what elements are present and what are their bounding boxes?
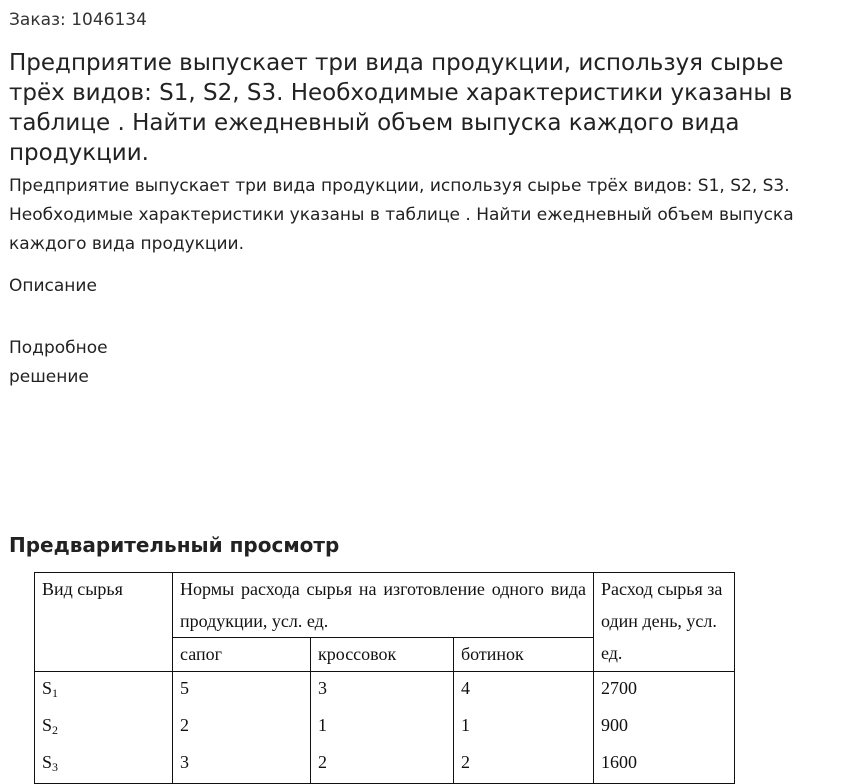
order-number: 1046134 <box>71 10 147 30</box>
row-value: 3 <box>173 746 311 784</box>
row-value: 2 <box>173 709 311 746</box>
preview-heading: Предварительный просмотр <box>9 533 340 557</box>
header-norms: Нормы расхода сырья на изготовление одного вида продукции, усл. ед. <box>173 573 594 638</box>
row-value: 1 <box>311 709 454 746</box>
row-value: 2 <box>454 746 594 784</box>
row-material: $S_2$ <box>35 709 173 746</box>
row-daily: 2700 <box>594 672 735 710</box>
preview-table-container <box>34 572 734 774</box>
row-value: 2 <box>311 746 454 784</box>
header-product-shoes: ботинок <box>454 638 594 672</box>
row-value: 4 <box>454 672 594 710</box>
order-label: Заказ: <box>9 10 66 30</box>
page-title: Предприятие выпускает три вида продукции, используя сырье трёх видов: S1, S2, S3. Необходимые характеристики указаны в таблице . Найти ежедневный объем выпуска каждого вида продукции. <box>9 50 793 166</box>
description-label: Описание <box>9 276 97 296</box>
row-value: 1 <box>454 709 594 746</box>
norms-table <box>34 572 735 784</box>
header-material: Вид сырья <box>35 573 173 672</box>
row-daily: 1600 <box>594 746 735 784</box>
description-text: Предприятие выпускает три вида продукции, используя сырье трёх видов: S1, S2, S3. Необходимые характеристики указаны в таблице . Найти ежедневный объем выпуска каждого вида продукции. <box>9 176 794 254</box>
header-product-boots: сапог <box>173 638 311 672</box>
header-daily: Расход сырья за один день, усл. ед. <box>594 573 735 672</box>
row-material: $S_3$ <box>35 746 173 784</box>
row-value: 5 <box>173 672 311 710</box>
row-daily: 900 <box>594 709 735 746</box>
row-material: $S_1$ <box>35 672 173 710</box>
solution-label: Подробное решение <box>9 338 108 387</box>
row-value: 3 <box>311 672 454 710</box>
header-product-sneakers: кроссовок <box>311 638 454 672</box>
order-line <box>9 10 147 30</box>
